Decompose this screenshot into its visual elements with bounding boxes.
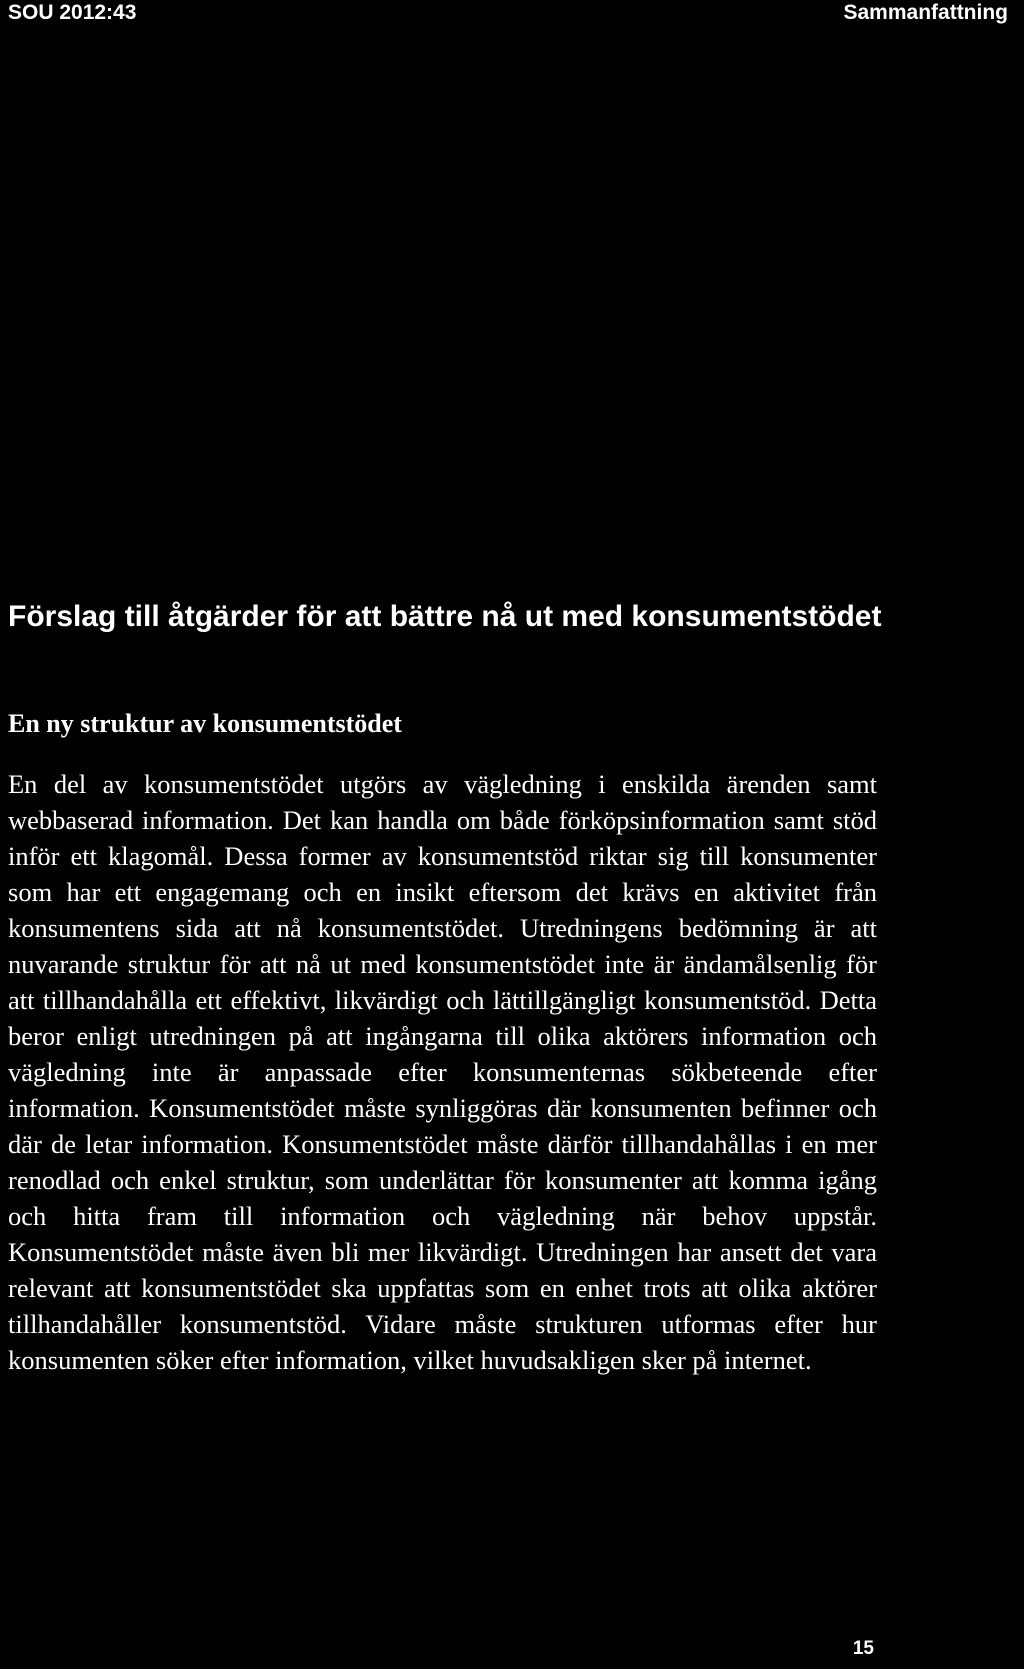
page-number: 15 <box>852 1638 874 1659</box>
sub-heading: En ny struktur av konsumentstödet <box>8 709 402 738</box>
running-header-section: Sammanfattning <box>843 1 1008 24</box>
section-heading: Förslag till åtgärder för att bättre nå ut med konsumentstödet <box>8 600 882 633</box>
running-header-report-id: SOU 2012:43 <box>8 1 137 24</box>
body-paragraph: En del av konsumentstödet utgörs av vägledning i enskilda ärenden samt webbaserad information. Det kan handla om både förköpsinformation samt stöd inför ett klagomål. Dessa former av konsumentstöd riktar sig till konsumenter som har ett engagemang och en insikt eftersom det krävs en aktivitet från konsumentens sida att nå konsumentstödet. Utredningens bedömning är att nuvarande struktur för att nå ut med konsumentstödet inte är ändamålsenlig för att tillhandahålla ett effektivt, likvärdigt och lättillgängligt konsumentstöd. Detta beror enligt utredningen på att ingångarna till olika aktörers information och vägledning inte är anpassade efter konsumenternas sökbeteende efter information. Konsumentstödet måste synliggöras där konsumenten befinner och där de letar information. Konsumentstödet måste därför tillhandahållas i en mer renodlad och enkel struktur, som underlättar för konsumenter att komma igång och hitta fram till information och vägledning när behov uppstår. Konsumentstödet måste även bli mer likvärdigt. Utredningen har ansett det vara relevant att konsumentstödet ska uppfattas som en enhet trots att olika aktörer tillhandahåller konsumentstöd. Vidare måste strukturen utformas efter hur konsumenten söker efter information, vilket huvudsakligen sker på internet. <box>8 769 877 1375</box>
